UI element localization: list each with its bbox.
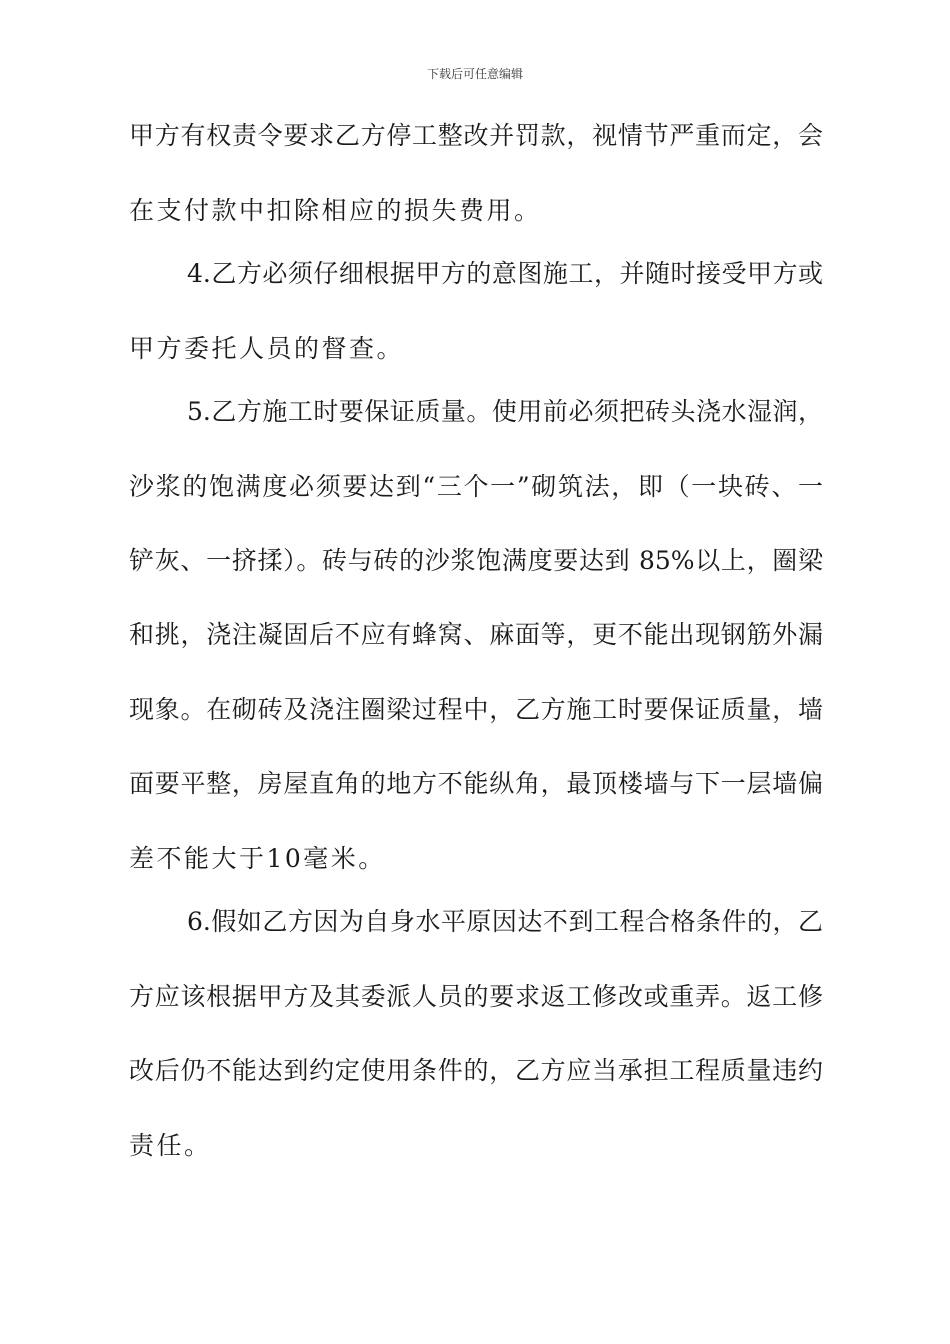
body-line: 现象。在砌砖及浇注圈梁过程中，乙方施工时要保证质量，墙 (129, 695, 823, 724)
body-line: 铲灰、一挤揉）。砖与砖的沙浆饱满度要达到 85%以上，圈梁 (129, 546, 823, 575)
body-line: 甲方有权责令要求乙方停工整改并罚款，视情节严重而定，会 (129, 121, 823, 150)
body-line: 4.乙方必须仔细根据甲方的意图施工，并随时接受甲方或 (187, 259, 823, 288)
body-line: 面要平整，房屋直角的地方不能纵角，最顶楼墙与下一层墙偏 (129, 769, 823, 798)
page-header: 下载后可任意编辑 (426, 67, 523, 81)
body-line: 责任。 (129, 1131, 212, 1160)
body-line: 6.假如乙方因为自身水平原因达不到工程合格条件的，乙 (187, 907, 823, 936)
body-line: 方应该根据甲方及其委派人员的要求返工修改或重弄。返工修 (129, 982, 823, 1011)
body-line: 甲方委托人员的督查。 (129, 334, 405, 363)
body-line: 差不能大于10毫米。 (129, 844, 386, 873)
body-line: 和挑，浇注凝固后不应有蜂窝、麻面等，更不能出现钢筋外漏 (129, 620, 823, 649)
body-line: 沙浆的饱满度必须要达到“三个一”砌筑法，即（一块砖、一 (129, 472, 823, 501)
body-line: 5.乙方施工时要保证质量。使用前必须把砖头浇水湿润， (187, 397, 823, 426)
body-line: 在支付款中扣除相应的损失费用。 (129, 196, 542, 225)
body-line: 改后仍不能达到约定使用条件的，乙方应当承担工程质量违约 (129, 1056, 823, 1085)
